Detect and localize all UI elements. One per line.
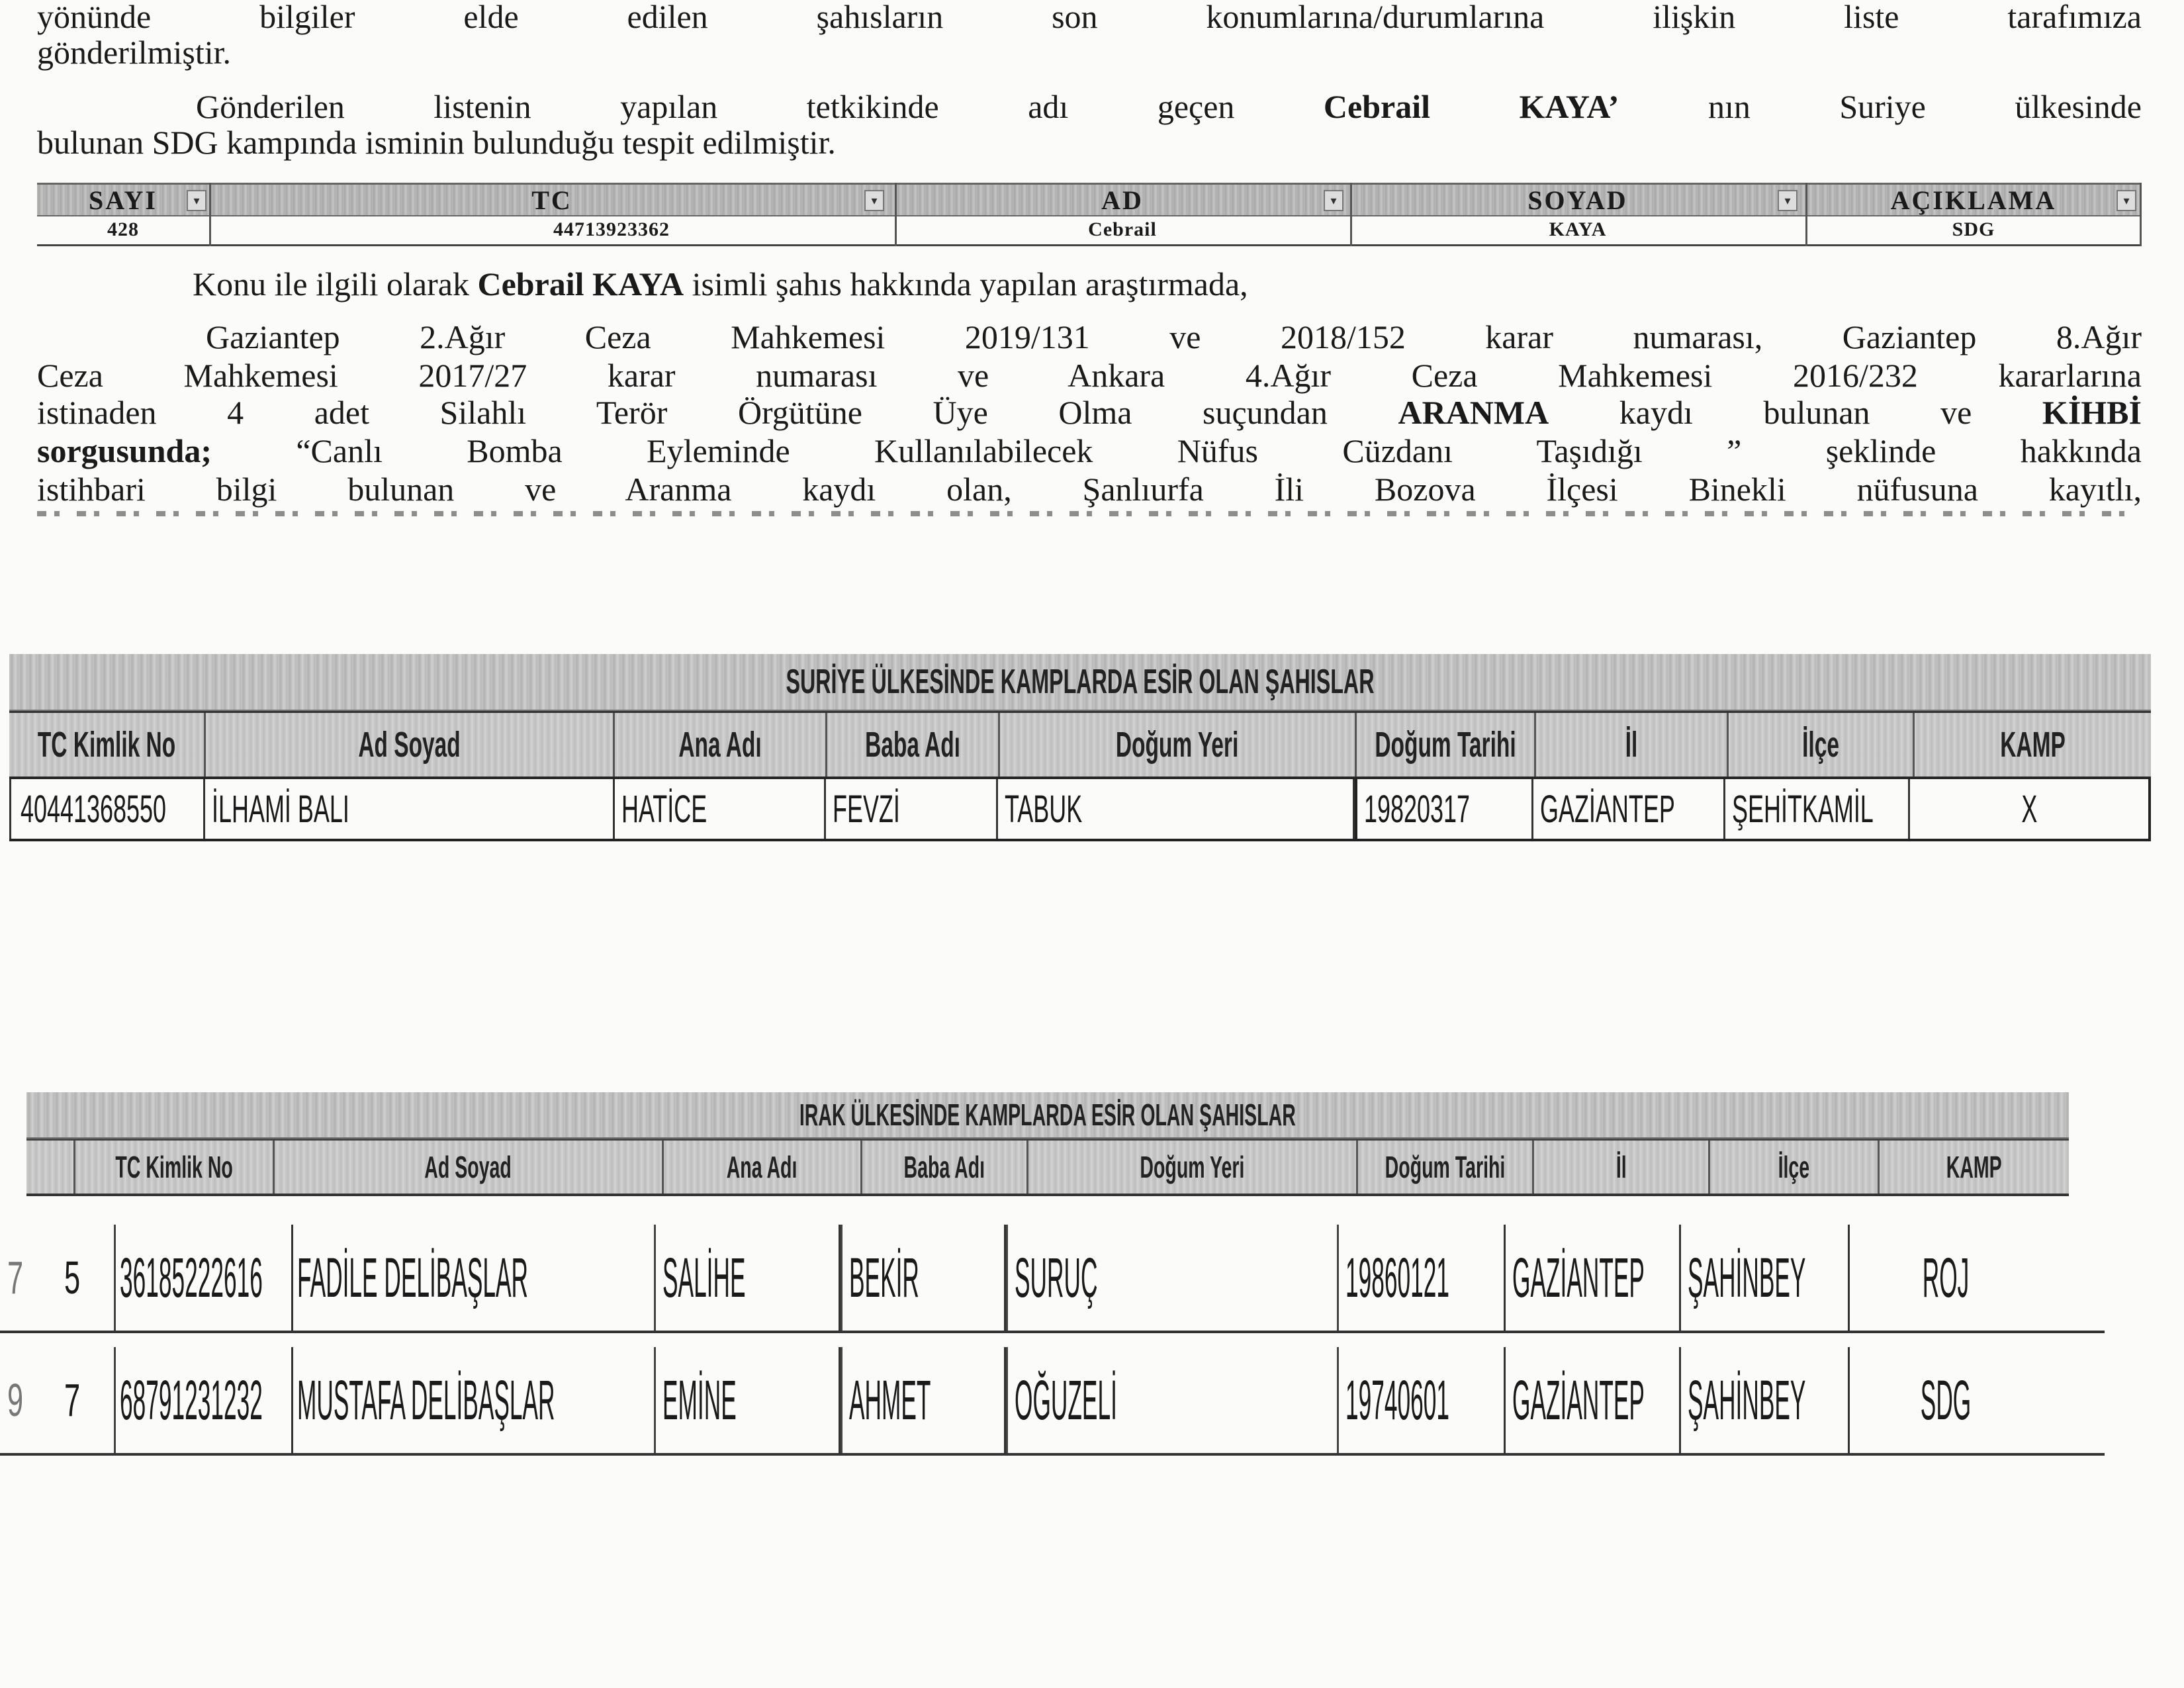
cell-tc-kimlik-no [9,779,205,839]
cell-text: ROJ [1922,1246,1970,1309]
cell-text: 44713923362 [553,218,670,240]
bold-text: sorgusunda; [37,432,212,469]
cell-text: ŞAHİNBEY [1688,1368,1806,1431]
paragraph-text: Gaziantep 2.Ağır Ceza Mahkemesi 2019/131 ve 2018/152 karar numarası, Gaziantep 8.Ağır [206,318,2142,355]
header-ad-soyad [275,1141,664,1194]
cell-text: 40441368550 [21,787,166,831]
cell-text: 19820317 [1364,787,1471,831]
table-row [0,1225,2105,1333]
header-kamp [1915,713,2151,776]
table-title-bar [9,654,2151,711]
cell-text: KAYA [1549,218,1607,240]
cell-text: 68791231232 [120,1368,263,1431]
header-tc-kimlik-no [75,1141,274,1194]
cell-text: 36185222616 [120,1246,263,1309]
column-divider [209,183,211,246]
cell-text: MUSTAFA DELİBAŞLAR [297,1368,555,1431]
paragraph-4-line-4 [37,432,2142,470]
paragraph-4-line-3 [37,393,2142,432]
header-tc-kimlik-no [9,713,206,776]
header-aciklama [1805,185,2142,215]
cell-text: HATİCE [621,787,707,831]
cell-text: İLHAMİ BALI [211,787,349,831]
header-label: AD [1101,185,1144,215]
column-divider [1350,183,1352,246]
cell-text: ŞEHİTKAMİL [1731,787,1874,831]
table-header-row [26,1139,2069,1196]
cell-text: 19860121 [1345,1246,1449,1309]
header-label: Doğum Yeri [1140,1150,1245,1184]
table-row [37,215,2142,246]
cell-dogum-tarihi [1337,1347,1506,1453]
header-dogum-yeri [1000,713,1357,776]
cell-ad [895,215,1350,244]
filter-dropdown-icon[interactable]: ▾ [187,190,206,211]
header-label: AÇIKLAMA [1890,185,2057,215]
table-title: IRAK ÜLKESİNDE KAMPLARDA ESİR OLAN ŞAHISLAR [799,1098,1296,1132]
header-label: Ad Soyad [358,725,461,765]
filter-dropdown-icon[interactable]: ▾ [1324,190,1343,211]
column-divider [895,183,897,246]
header-label: KAMP [1946,1150,2002,1184]
cell-soyad [1350,215,1805,244]
column-divider [2140,183,2142,246]
filter-dropdown-icon[interactable]: ▾ [864,190,884,211]
paragraph-2-line-1 [37,87,2142,126]
cell-tc-kimlik-no [116,1347,293,1453]
filter-dropdown-icon[interactable]: ▾ [2116,190,2136,211]
cell-il [1506,1225,1681,1331]
paragraph-1-line-1 [37,0,2142,36]
cell-text: SURUÇ [1015,1246,1098,1309]
header-soyad [1350,185,1805,215]
cell-text: GAZİANTEP [1512,1246,1645,1309]
header-label: Ana Adı [678,725,762,765]
cell-kamp [1910,779,2151,839]
cell-il [1533,779,1725,839]
cell-ad-soyad [205,779,615,839]
cell-il [1506,1347,1681,1453]
header-label: İl [1615,1150,1627,1184]
header-baba-adi [862,1141,1028,1194]
header-tc [209,185,895,215]
header-kamp [1880,1141,2069,1194]
header-label: İlçe [1778,1150,1809,1184]
paragraph-text: Ceza Mahkemesi 2017/27 karar numarası ve Ankara 4.Ağır Ceza Mahkemesi 2016/232 kararlarına [37,357,2142,394]
header-label: Doğum Yeri [1116,725,1239,765]
cell-text: TABUK [1005,787,1083,831]
header-label: Baba Adı [864,725,960,765]
header-blank [26,1141,75,1194]
paragraph-text: yönünde bilgiler elde edilen şahısların son konumlarına/durumlarına ilişkin liste tarafımıza [37,0,2142,35]
cell-ana-adi [654,1225,841,1331]
bold-text: ARANMA [1398,394,1549,431]
cell-dogum-yeri [998,779,1355,839]
cell-kamp [1850,1347,2042,1453]
paragraph-text: “Canlı Bomba Eyleminde Kullanılabilecek Nüfus Cüzdanı Taşıdığı ” şeklinde hakkında [212,432,2142,469]
table-title-bar [26,1092,2069,1139]
header-dogum-tarihi [1357,713,1536,776]
header-label: SAYI [89,185,158,215]
cell-text: Cebrail [1088,218,1157,240]
cell-ilce [1681,1347,1850,1453]
header-label: Ana Adı [726,1150,797,1184]
bold-text: KİHBİ [2042,394,2142,431]
paragraph-text: bulunan SDG kampında isminin bulunduğu tespit edilmiştir. [37,124,836,161]
row-number [40,1347,116,1453]
header-label: Doğum Tarihi [1375,725,1516,765]
column-divider [1805,183,1807,246]
cell-ana-adi [654,1347,841,1453]
cell-dogum-tarihi [1355,779,1533,839]
paragraph-3 [37,265,2184,303]
cell-text: OĞUZELİ [1015,1368,1117,1431]
cell-text: 19740601 [1345,1368,1449,1431]
paragraph-text: nın Suriye ülkesinde [1619,88,2142,125]
paragraph-text: isimli şahıs hakkında yapılan araştırmada, [684,265,1248,303]
cell-text: SDG [1952,218,1995,240]
cell-baba-adi [841,1347,1006,1453]
header-ana-adi [615,713,827,776]
cell-text: AHMET [849,1368,931,1431]
header-label: KAMP [2000,725,2066,765]
cell-tc-kimlik-no [116,1225,293,1331]
header-label: İlçe [1801,725,1839,765]
cell-text: 5 [64,1252,80,1303]
cell-ana-adi [615,779,827,839]
table-row [0,1347,2105,1456]
paragraph-4-line-2 [37,356,2142,395]
cell-baba-adi [826,779,998,839]
header-sayi [37,185,209,215]
paragraph-4-line-1 [37,318,2142,356]
header-ana-adi [664,1141,862,1194]
cell-text: GAZİANTEP [1512,1368,1645,1431]
syria-camps-table [9,654,2151,839]
paragraph-text: Konu ile ilgili olarak [193,265,478,303]
cell-baba-adi [841,1225,1006,1331]
header-label: İl [1625,725,1638,765]
cell-ilce [1681,1225,1850,1331]
table-header-row [9,711,2151,779]
header-label: TC Kimlik No [37,725,176,765]
cell-text: FEVZİ [833,787,901,831]
paragraph-text: istinaden 4 adet Silahlı Terör Örgütüne Üye Olma suçundan [37,394,1398,431]
table-title: SURİYE ÜLKESİNDE KAMPLARDA ESİR OLAN ŞAHISLAR [786,663,1375,701]
cell-aciklama [1805,215,2142,244]
filter-dropdown-icon[interactable]: ▾ [1778,190,1797,211]
paragraph-2-line-2 [37,123,2142,162]
cell-ad-soyad [293,1225,654,1331]
header-label: SOYAD [1527,185,1628,215]
cell-text: ŞAHİNBEY [1688,1246,1806,1309]
cell-kamp [1850,1225,2042,1331]
cell-text: EMİNE [662,1368,737,1431]
paragraph-text: Gönderilen listenin yapılan tetkikinde adı geçen [196,88,1324,125]
row-prefix-index [0,1225,40,1331]
header-ilce [1729,713,1915,776]
cell-ad-soyad [293,1347,654,1453]
cell-text: 7 [64,1374,80,1426]
cell-text: BEKİR [849,1246,919,1309]
cell-text: FADİLE DELİBAŞLAR [297,1246,529,1309]
header-label: TC [531,185,572,215]
person-name: Cebrail KAYA [477,265,684,303]
header-label: Ad Soyad [424,1150,512,1184]
header-dogum-tarihi [1358,1141,1534,1194]
cell-text: X [2021,787,2038,831]
paragraph-4-line-5 [37,470,2142,508]
paragraph-text: istihbari bilgi bulunan ve Aranma kaydı olan, Şanlıurfa İli Bozova İlçesi Binekli nüfusuna kayıtlı, [37,471,2142,508]
iraq-camps-table [7,1092,2078,1476]
cell-text: 9 [7,1374,23,1426]
cell-text: SDG [1920,1368,1972,1431]
header-baba-adi [827,713,1000,776]
cell-ilce [1725,779,1911,839]
row-number [40,1225,116,1331]
table-header-row [37,183,2142,216]
header-dogum-yeri [1028,1141,1359,1194]
header-label: Baba Adı [903,1150,985,1184]
cell-text: 7 [7,1252,23,1303]
header-label: Doğum Tarihi [1385,1150,1506,1184]
cell-sayi [37,215,209,244]
cropped-text-edge [37,511,2142,516]
cell-dogum-yeri [1006,1225,1337,1331]
header-ad-soyad [206,713,615,776]
cell-dogum-yeri [1006,1347,1337,1453]
paragraph-1-line-2 [37,33,2142,71]
paragraph-text: gönderilmiştir. [37,34,232,71]
cell-text: SALİHE [662,1246,746,1309]
paragraph-text: kaydı bulunan ve [1549,394,2042,431]
row-prefix-index [0,1347,40,1453]
header-il [1534,1141,1710,1194]
cell-dogum-tarihi [1337,1225,1506,1331]
table-row [9,777,2151,841]
person-name: Cebrail KAYA’ [1323,88,1619,125]
header-il [1536,713,1729,776]
header-ilce [1710,1141,1880,1194]
cell-text: 428 [107,218,139,240]
header-label: TC Kimlik No [115,1150,233,1184]
cell-text: GAZİANTEP [1540,787,1675,831]
cell-tc [209,215,895,244]
header-ad [895,185,1350,215]
search-result-table [37,183,2142,246]
